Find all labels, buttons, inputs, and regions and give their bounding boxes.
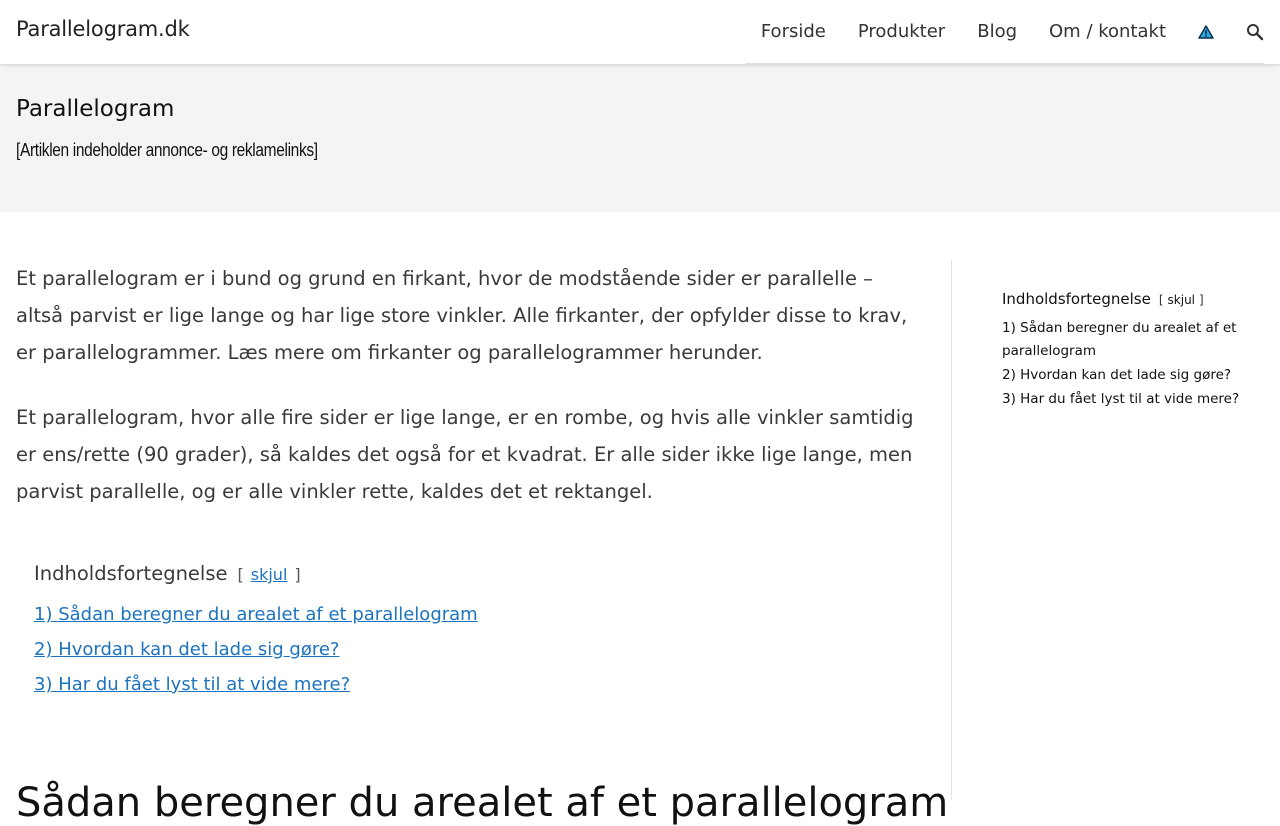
toc-item bbox=[34, 673, 916, 697]
title-band bbox=[0, 64, 1280, 212]
article-content bbox=[16, 260, 916, 708]
toc-item bbox=[34, 638, 916, 662]
toc-bracket-open: [ bbox=[237, 565, 244, 584]
nav-blog[interactable]: Blog bbox=[977, 21, 1018, 42]
sidebar-toc-bracket-close: ] bbox=[1199, 293, 1204, 307]
sidebar-toc-title: Indholdsfortegnelse bbox=[1002, 290, 1151, 308]
nav-om-kontakt[interactable]: Om / kontakt bbox=[1049, 21, 1166, 42]
toc-link-3[interactable]: 3) Har du fået lyst til at vide mere? bbox=[34, 674, 351, 695]
sidebar-divider bbox=[951, 260, 952, 800]
toc-toggle bbox=[238, 565, 301, 584]
sidebar bbox=[1002, 290, 1242, 411]
toc-list bbox=[34, 603, 916, 697]
sidebar-toc-link-2[interactable]: 2) Hvordan kan det lade sig gøre? bbox=[1002, 367, 1232, 383]
toc-item bbox=[34, 603, 916, 627]
main-navigation bbox=[745, 0, 1264, 64]
sidebar-toc-list bbox=[1002, 316, 1242, 410]
warning-triangle-icon[interactable] bbox=[1198, 25, 1214, 39]
toc-link-1[interactable]: 1) Sådan beregner du arealet af et parallelogram bbox=[34, 604, 478, 625]
nav-produkter[interactable]: Produkter bbox=[857, 21, 946, 42]
page-title: Parallelogram bbox=[16, 96, 175, 122]
sidebar-toc-link-3[interactable]: 3) Har du fået lyst til at vide mere? bbox=[1002, 391, 1240, 407]
toc-hide-link[interactable]: skjul bbox=[250, 565, 288, 584]
sidebar-toc-bracket-open: [ bbox=[1158, 293, 1164, 307]
toc-link-2[interactable]: 2) Hvordan kan det lade sig gøre? bbox=[34, 639, 340, 660]
toc-bracket-close: ] bbox=[294, 565, 301, 584]
search-icon[interactable] bbox=[1246, 23, 1264, 41]
sidebar-toc-link-1[interactable]: 1) Sådan beregner du arealet af et parallelogram bbox=[1002, 320, 1237, 359]
article-paragraph-2: Et parallelogram, hvor alle fire sider er lige lange, er en rombe, og hvis alle vinkler samtidig er ens/rette (90 grader), så kaldes det også for et kvadrat. Er alle sider ikke lige lange, men parvist parallelle, og er alle vinkler rette, kaldes det et rektangel. bbox=[16, 406, 914, 503]
sidebar-toc-item bbox=[1002, 387, 1242, 410]
sidebar-toc-item bbox=[1002, 363, 1242, 386]
sidebar-toc-toggle bbox=[1159, 293, 1204, 307]
toc-header bbox=[34, 562, 916, 585]
ad-disclaimer: [Artiklen indeholder annonce- og reklamelinks] bbox=[16, 140, 318, 160]
site-header bbox=[0, 0, 1280, 64]
nav-forside[interactable]: Forside bbox=[760, 21, 826, 42]
section-heading: Sådan beregner du arealet af et parallelogram bbox=[16, 780, 949, 826]
toc-title: Indholdsfortegnelse bbox=[34, 562, 228, 585]
sidebar-toc-header bbox=[1002, 290, 1242, 308]
table-of-contents bbox=[16, 562, 916, 697]
site-title-link[interactable]: Parallelogram.dk bbox=[16, 17, 190, 41]
sidebar-toc-item bbox=[1002, 316, 1242, 362]
sidebar-toc-hide-link[interactable]: skjul bbox=[1167, 293, 1196, 307]
article-paragraph-1: Et parallelogram er i bund og grund en firkant, hvor de modstående sider er parallelle – altså parvist er lige lange og har lige store vinkler. Alle firkanter, der opfylder disse to krav, er parallelogrammer. Læs mere om firkanter og parallelogrammer herunder. bbox=[16, 267, 908, 364]
